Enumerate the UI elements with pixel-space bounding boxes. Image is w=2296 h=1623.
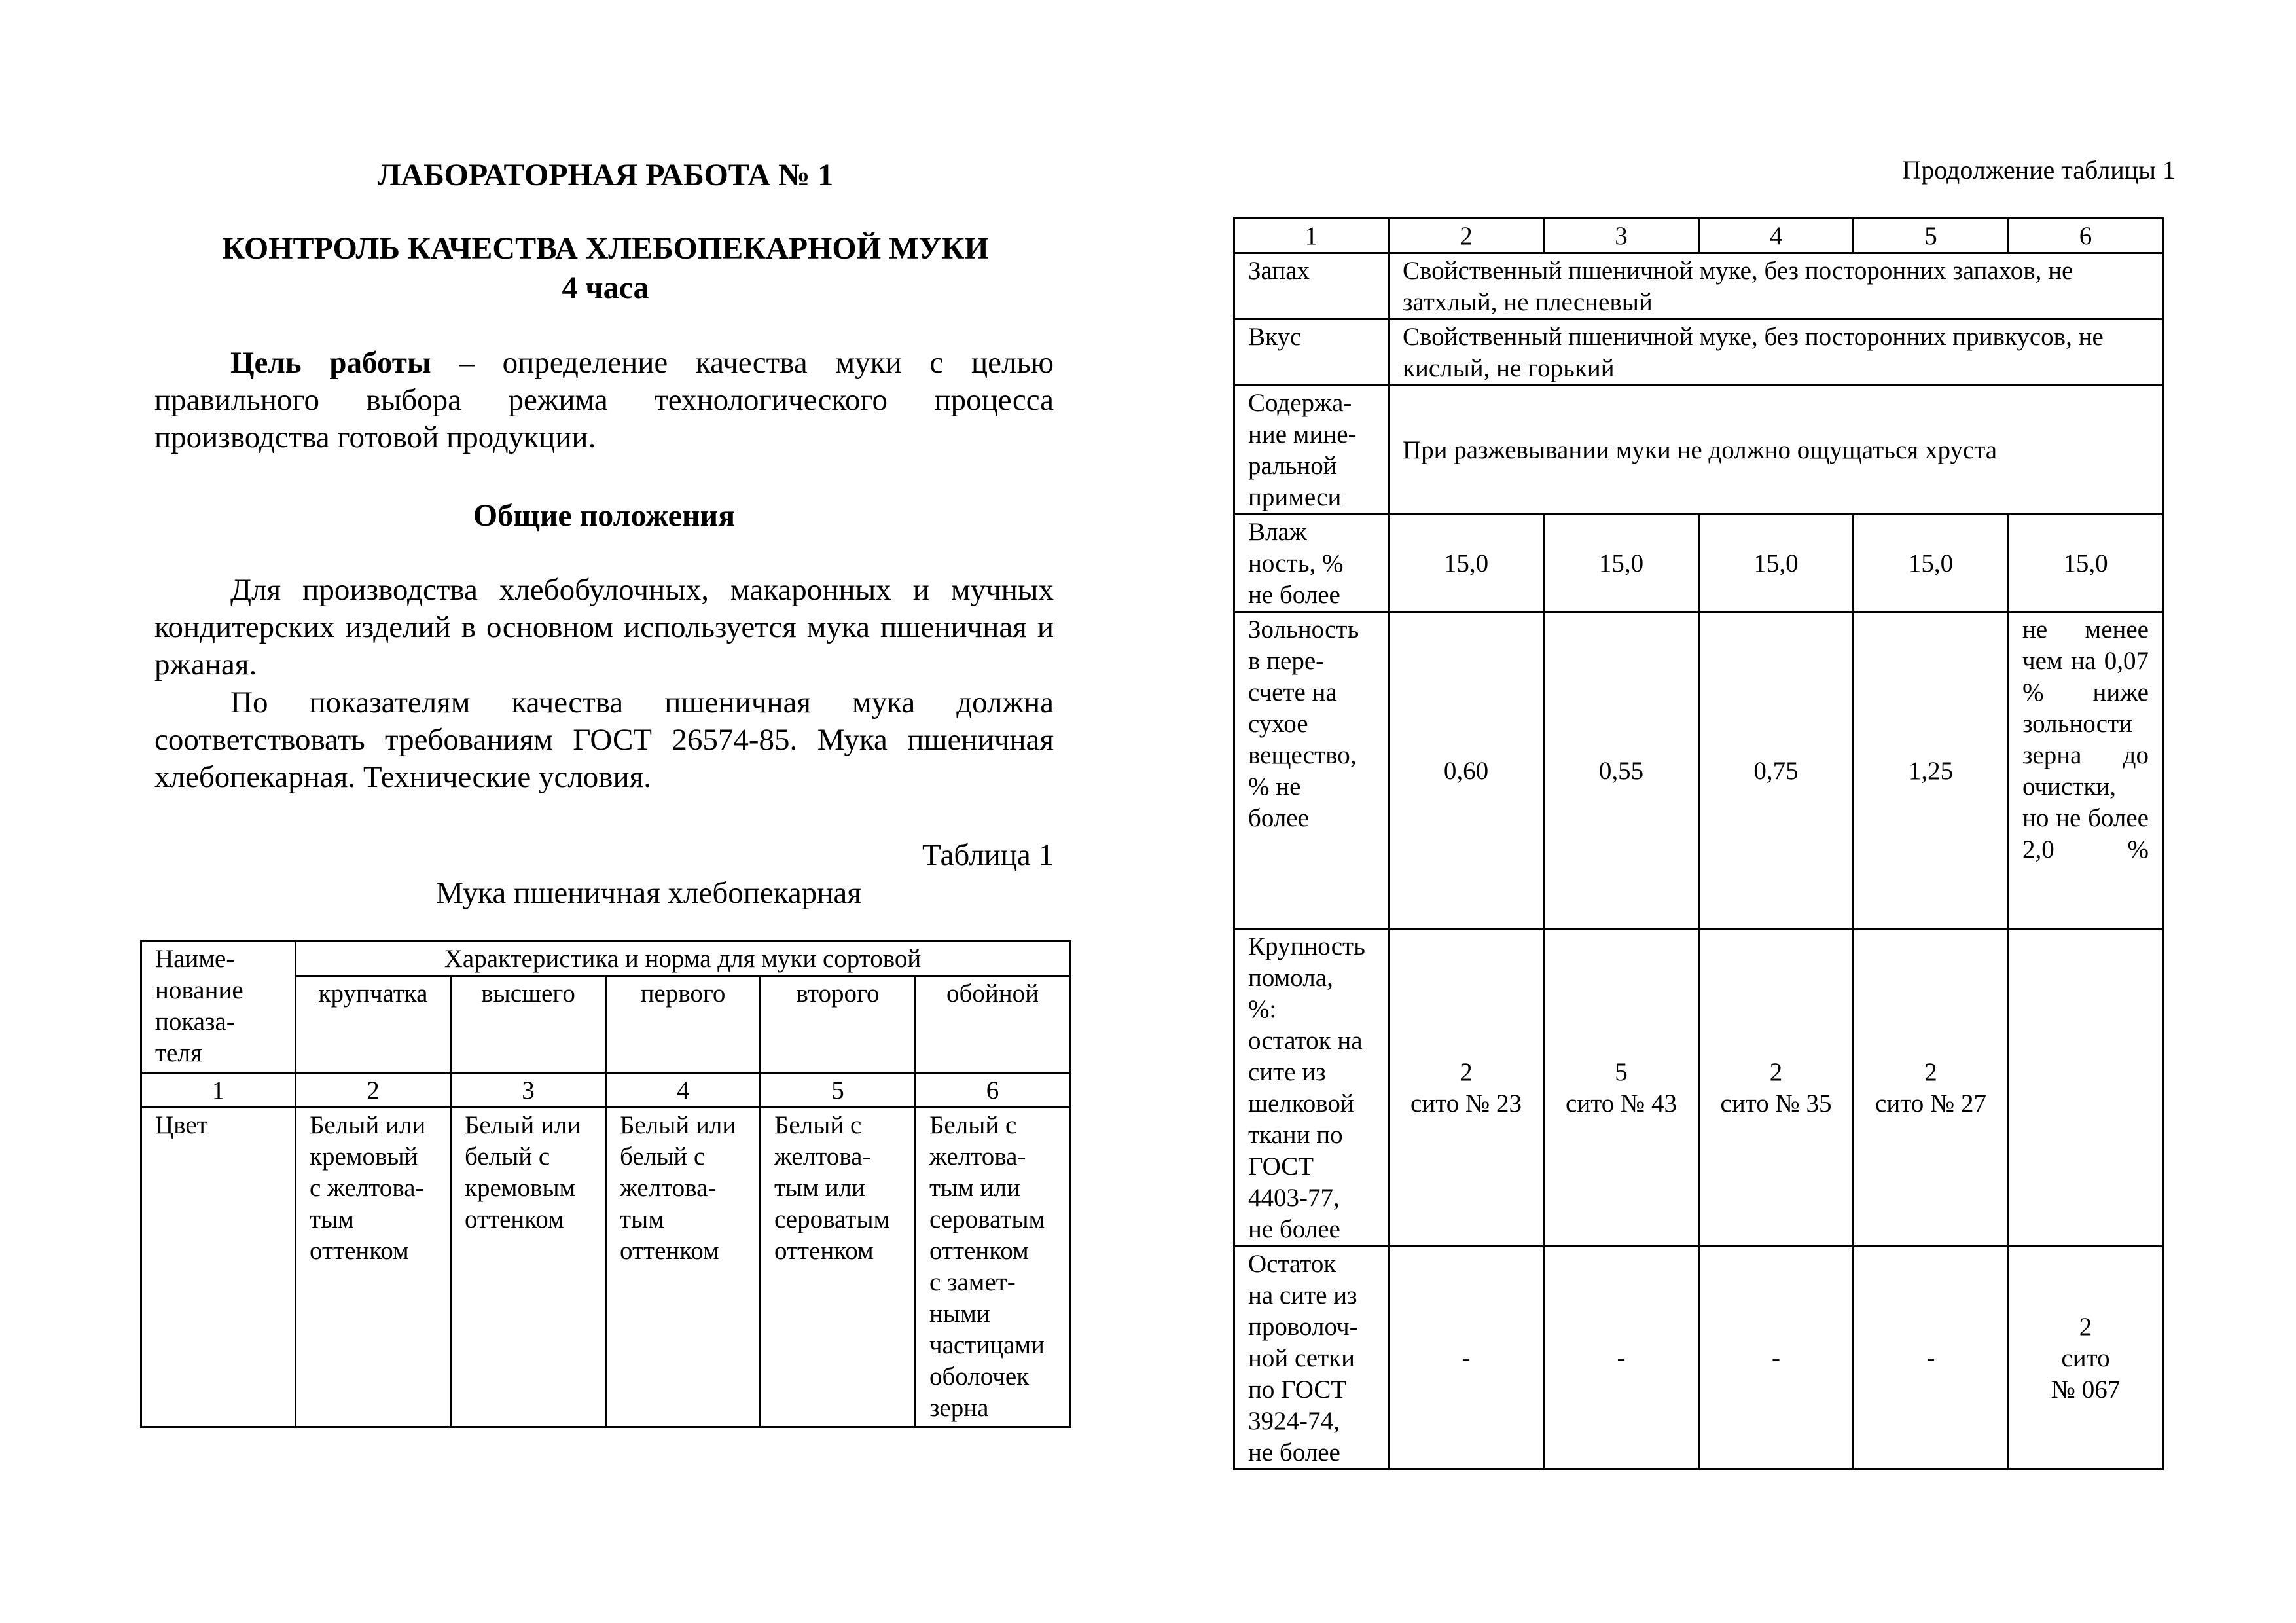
table-cell: При разжевывании муки не должно ощущаться хруста xyxy=(1389,386,2163,515)
row-name: Содержа- ние мине- ральной примеси xyxy=(1234,386,1389,515)
table-number: Таблица 1 xyxy=(922,838,1054,872)
column-number: 5 xyxy=(761,1073,916,1108)
indicator-header: Наиме- нование показа- теля xyxy=(141,941,296,1073)
table-cell: Белый или кремовый с желтова- тым оттенком xyxy=(296,1108,451,1427)
paragraph-2: По показателям качества пшеничная мука должна соответствовать требованиям ГОСТ 26574-85. Мука пшеничная хлебопекарная. Технические условия. xyxy=(154,685,1054,794)
aim-text: – определение качества муки с целью правильного выбора режима технологического процесса производства готовой продукции. xyxy=(154,346,1054,454)
flour-table-part1 xyxy=(140,940,1071,1428)
table-cell: 2 сито № 27 xyxy=(1854,929,2009,1247)
grade-header: второго xyxy=(761,976,916,1073)
column-number: 2 xyxy=(296,1073,451,1108)
row-name: Цвет xyxy=(141,1108,296,1427)
column-numbers-row xyxy=(141,1073,1070,1108)
table-cell: 2 сито № 23 xyxy=(1389,929,1544,1247)
table-header-row xyxy=(141,941,1070,976)
section-title: Общие положения xyxy=(473,498,736,533)
table-cell: Белый или белый с кремовым оттенком xyxy=(451,1108,606,1427)
column-number: 2 xyxy=(1389,219,1544,253)
table-row-wire xyxy=(1234,1247,2163,1470)
grade-header: первого xyxy=(606,976,761,1073)
column-number: 6 xyxy=(916,1073,1070,1108)
table-cell: Свойственный пшеничной муке, без посторонних привкусов, не кислый, не горький xyxy=(1389,319,2163,386)
column-number: 4 xyxy=(1699,219,1854,253)
table-cell: 0,75 xyxy=(1699,612,1854,929)
flour-table-part2 xyxy=(1233,217,2164,1470)
column-number: 1 xyxy=(1234,219,1389,253)
paragraph-1: Для производства хлебобулочных, макаронных и мучных кондитерских изделий в основном используется мука пшеничная и ржаная. xyxy=(154,573,1054,682)
column-number: 1 xyxy=(141,1073,296,1108)
row-name: Влаж ность, % не более xyxy=(1234,515,1389,612)
table-cell: 2 сито № 067 xyxy=(2009,1247,2163,1470)
row-name: Зольность в пере- счете на сухое вещество, % не более xyxy=(1234,612,1389,929)
row-name: Крупность помола, %: остаток на сите из шелковой ткани по ГОСТ 4403-77, не более xyxy=(1234,929,1389,1247)
table-cell: 15,0 xyxy=(1854,515,2009,612)
column-number: 6 xyxy=(2009,219,2163,253)
table-row-grind xyxy=(1234,929,2163,1247)
table-cell: 15,0 xyxy=(1699,515,1854,612)
table-cell xyxy=(2009,929,2163,1247)
table-cell: 15,0 xyxy=(2009,515,2163,612)
row-name: Вкус xyxy=(1234,319,1389,386)
group-header: Характеристика и норма для муки сортовой xyxy=(296,941,1070,976)
table-row-smell xyxy=(1234,253,2163,319)
table-cell: 1,25 xyxy=(1854,612,2009,929)
table-row-moisture xyxy=(1234,515,2163,612)
aim-paragraph xyxy=(154,344,1054,456)
table-cell: 5 сито № 43 xyxy=(1544,929,1699,1247)
table-title: Мука пшеничная хлебопекарная xyxy=(436,876,861,910)
table-cell: - xyxy=(1699,1247,1854,1470)
column-number: 5 xyxy=(1854,219,2009,253)
table-cell: 0,55 xyxy=(1544,612,1699,929)
table-cell: Свойственный пшеничной муке, без посторонних запахов, не затхлый, не плесневый xyxy=(1389,253,2163,319)
table-cell: Белый с желтова- тым или сероватым оттенком xyxy=(761,1108,916,1427)
row-name: Остаток на сите из проволоч- ной сетки по ГОСТ 3924-74, не более xyxy=(1234,1247,1389,1470)
aim-label: Цель работы xyxy=(230,346,431,380)
table-row-ash xyxy=(1234,612,2163,929)
table-cell: 0,60 xyxy=(1389,612,1544,929)
table-cell: не менее чем на 0,07 % ниже зольности зерна до очистки, но не более 2,0 % xyxy=(2009,612,2163,929)
table-cell: 2 сито № 35 xyxy=(1699,929,1854,1247)
column-number: 4 xyxy=(606,1073,761,1108)
table-row-taste xyxy=(1234,319,2163,386)
table-cell: Белый с желтова- тым или сероватым оттенком с замет- ными частицами оболочек зерна xyxy=(916,1108,1070,1427)
table-row-mineral xyxy=(1234,386,2163,515)
column-number: 3 xyxy=(451,1073,606,1108)
column-number: 3 xyxy=(1544,219,1699,253)
table-cell: 15,0 xyxy=(1544,515,1699,612)
table-cell: - xyxy=(1544,1247,1699,1470)
table-row-color xyxy=(141,1108,1070,1427)
continuation-label: Продолжение таблицы 1 xyxy=(1902,155,2176,185)
grade-header: обойной xyxy=(916,976,1070,1073)
lab-title: ЛАБОРАТОРНАЯ РАБОТА № 1 xyxy=(377,158,834,192)
column-numbers-row xyxy=(1234,219,2163,253)
table-cell: - xyxy=(1854,1247,2009,1470)
grade-header: высшего xyxy=(451,976,606,1073)
grade-header: крупчатка xyxy=(296,976,451,1073)
table-cell: 15,0 xyxy=(1389,515,1544,612)
hours-label: 4 часа xyxy=(562,270,649,305)
table-cell: - xyxy=(1389,1247,1544,1470)
row-name: Запах xyxy=(1234,253,1389,319)
main-title: КОНТРОЛЬ КАЧЕСТВА ХЛЕБОПЕКАРНОЙ МУКИ xyxy=(222,231,989,266)
table-cell: Белый или белый с желтова- тым оттенком xyxy=(606,1108,761,1427)
